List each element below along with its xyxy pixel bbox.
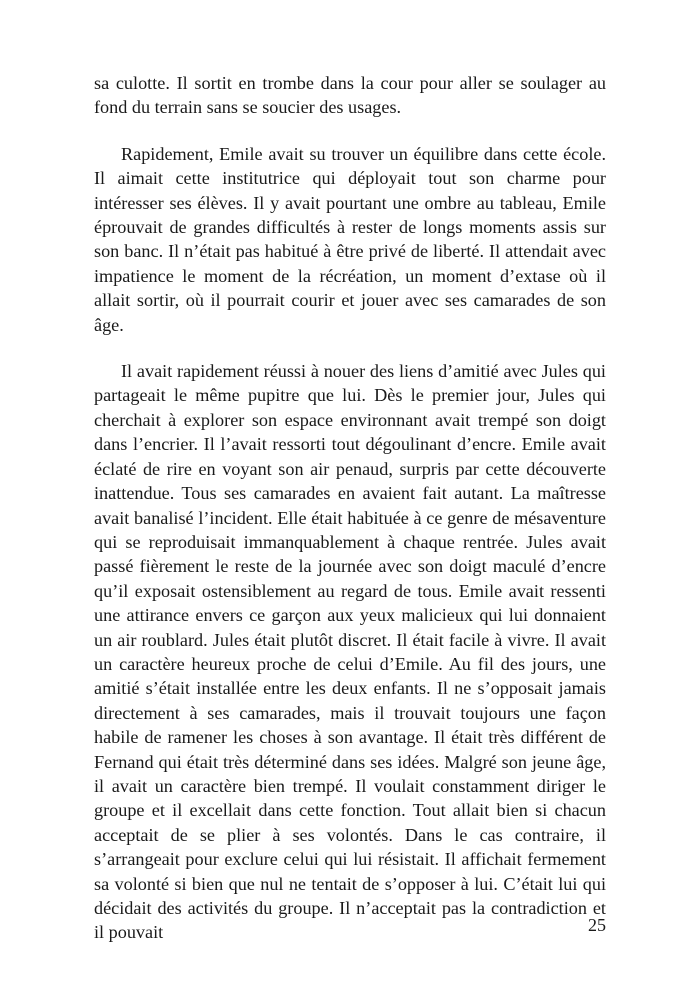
page-number: 25 [588,915,606,935]
paragraph-emile-school: Rapidement, Emile avait su trouver un équilibre dans cette école. Il aimait cette institutrice qui déployait tout son charme pour intéresser ses élèves. Il y avait pourtant une ombre au tableau, Emile éprouvait de grandes difficultés à rester de longs moments assis sur son banc. Il n’était pas habitué à être privé de liberté. Il attendait avec impatience le moment de la récréation, un moment d’extase où il allait sortir, où il pourrait courir et jouer avec ses camarades de son âge. [94,143,606,335]
body-text [94,71,606,945]
paragraph-jules-friendship: Il avait rapidement réussi à nouer des liens d’amitié avec Jules qui partageait le même pupitre que lui. Dès le premier jour, Jules qui cherchait à explorer son espace environnant avait trempé son doigt dans l’encrier. Il l’avait ressorti tout dégoulinant d’encre. Emile avait éclaté de rire en voyant son air penaud, surpris par cette découverte inattendue. Tous ses camarades en avaient fait autant. La maîtresse avait banalisé l’incident. Elle était habituée à ce genre de mésaventure qui se reproduisait immanquablement à chaque rentrée. Jules avait passé fièrement le reste de la journée avec son doigt maculé d’encre qu’il exposait ostensiblement au regard de tous. Emile avait ressenti une attirance envers ce garçon aux yeux malicieux qui lui donnaient un air roublard. Jules était plutôt discret. Il était facile à vivre. Il avait un caractère heureux proche de celui d’Emile. Au fil des jours, une amitié s’était installée entre les deux enfants. Il ne s’opposait jamais directement à ses camarades, mais il trouvait toujours une façon habile de ramener les choses à son avantage. Il était très différent de Fernand qui était très déterminé dans ses idées. Malgré son jeune âge, il avait un caractère bien trempé. Il voulait constamment diriger le groupe et il excellait dans cette fonction. Tout allait bien si chacun acceptait de se plier à ses volontés. Dans le cas contraire, il s’arrangeait pour exclure celui qui lui résistait. Il affichait fermement sa volonté si bien que nul ne tentait de s’opposer à lui. C’était lui qui décidait des activités du groupe. Il n’acceptait pas la contradiction et il pouvait [94,361,606,943]
paragraph-continuation: sa culotte. Il sortit en trombe dans la cour pour aller se soulager au fond du terrain sans se soucier des usages. [94,73,606,118]
